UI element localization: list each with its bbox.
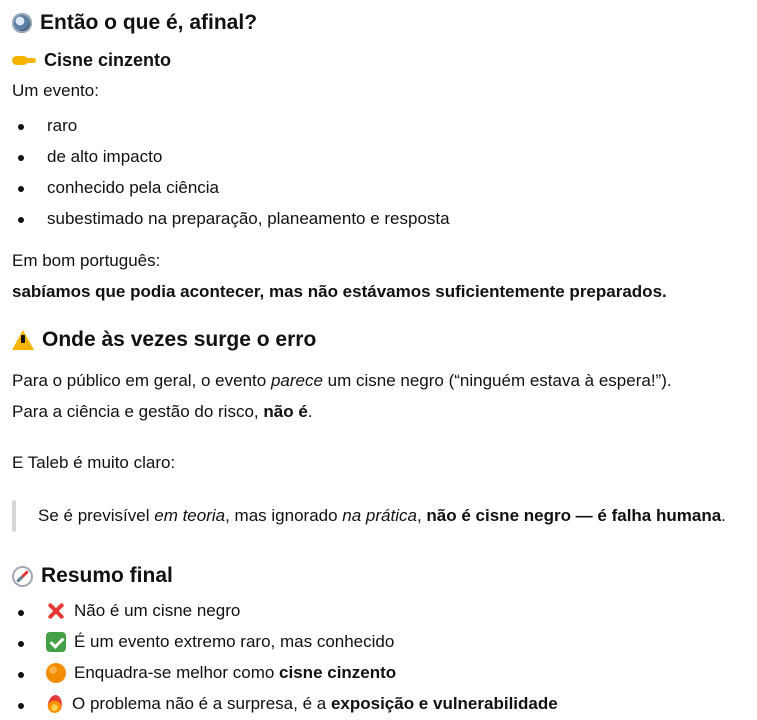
text-part: Para a ciência e gestão do risco, [12, 402, 264, 421]
list-item: subestimado na preparação, planeamento e resposta [47, 209, 450, 228]
blockquote-bar [12, 500, 16, 532]
intro-text: Um evento: [12, 81, 99, 100]
paragraph-public-view [12, 370, 672, 392]
text-part: . [721, 506, 726, 525]
compass-icon [12, 566, 33, 587]
summary-item-text [72, 693, 558, 715]
bullet-dot [18, 703, 24, 709]
text-part: . [307, 402, 313, 421]
list-item: conhecido pela ciência [47, 178, 220, 197]
summary-item [46, 662, 396, 684]
summary-item [46, 600, 240, 622]
bullet-dot [18, 672, 24, 678]
text-part: O problema não é a surpresa, é a [72, 694, 331, 713]
bullet-dot [18, 124, 24, 130]
bullet-dot [18, 217, 24, 223]
plain-language-label: Em bom português: [12, 251, 161, 270]
check-mark-icon [46, 632, 66, 652]
warning-icon [12, 330, 34, 350]
strong: não é cisne negro — é falha humana [426, 506, 722, 525]
emphasis: parece [270, 371, 323, 390]
fire-icon [46, 693, 64, 715]
section-title: Onde às vezes surge o erro [42, 328, 317, 351]
summary-item-text: Não é um cisne negro [74, 601, 241, 620]
section-heading-summary [12, 563, 173, 589]
text-part: um cisne negro (“ninguém estava à espera!”). [322, 371, 672, 390]
summary-item [46, 693, 558, 715]
emphasis: na prática [342, 506, 417, 525]
section-heading-what-is-it [12, 10, 257, 36]
list-item: de alto impacto [47, 147, 163, 166]
blockquote-text [38, 505, 726, 527]
taleb-intro: E Taleb é muito claro: [12, 453, 176, 472]
summary-item [46, 631, 394, 653]
paragraph-science-view [12, 401, 313, 423]
strong: exposição e vulnerabilidade [330, 694, 558, 713]
list-item: raro [47, 116, 78, 135]
orange-circle-icon [46, 663, 66, 683]
subheading-gray-swan [12, 48, 171, 72]
bullet-dot [18, 155, 24, 161]
strong: não é [263, 402, 308, 421]
section-heading-error [12, 327, 316, 353]
pointing-finger-icon [12, 51, 36, 69]
summary-item-text: É um evento extremo raro, mas conhecido [74, 632, 395, 651]
subheading-title: Cisne cinzento [44, 50, 172, 70]
bullet-dot [18, 610, 24, 616]
section-title: Então o que é, afinal? [40, 11, 258, 34]
text-part: Para o público em geral, o evento [12, 371, 271, 390]
cross-mark-icon [46, 601, 66, 621]
text-part: Enquadra-se melhor como [74, 663, 280, 682]
bullet-dot [18, 641, 24, 647]
strong: cisne cinzento [279, 663, 397, 682]
emphasis: em teoria [154, 506, 226, 525]
text-part: , mas ignorado [225, 506, 343, 525]
bullet-dot [18, 186, 24, 192]
magnifying-glass-icon [12, 13, 32, 33]
section-title: Resumo final [41, 564, 173, 587]
plain-language-text: sabíamos que podia acontecer, mas não estávamos suficientemente preparados. [12, 282, 667, 301]
text-part: Se é previsível [38, 506, 155, 525]
summary-item-text [74, 662, 396, 684]
text-part: , [416, 506, 427, 525]
